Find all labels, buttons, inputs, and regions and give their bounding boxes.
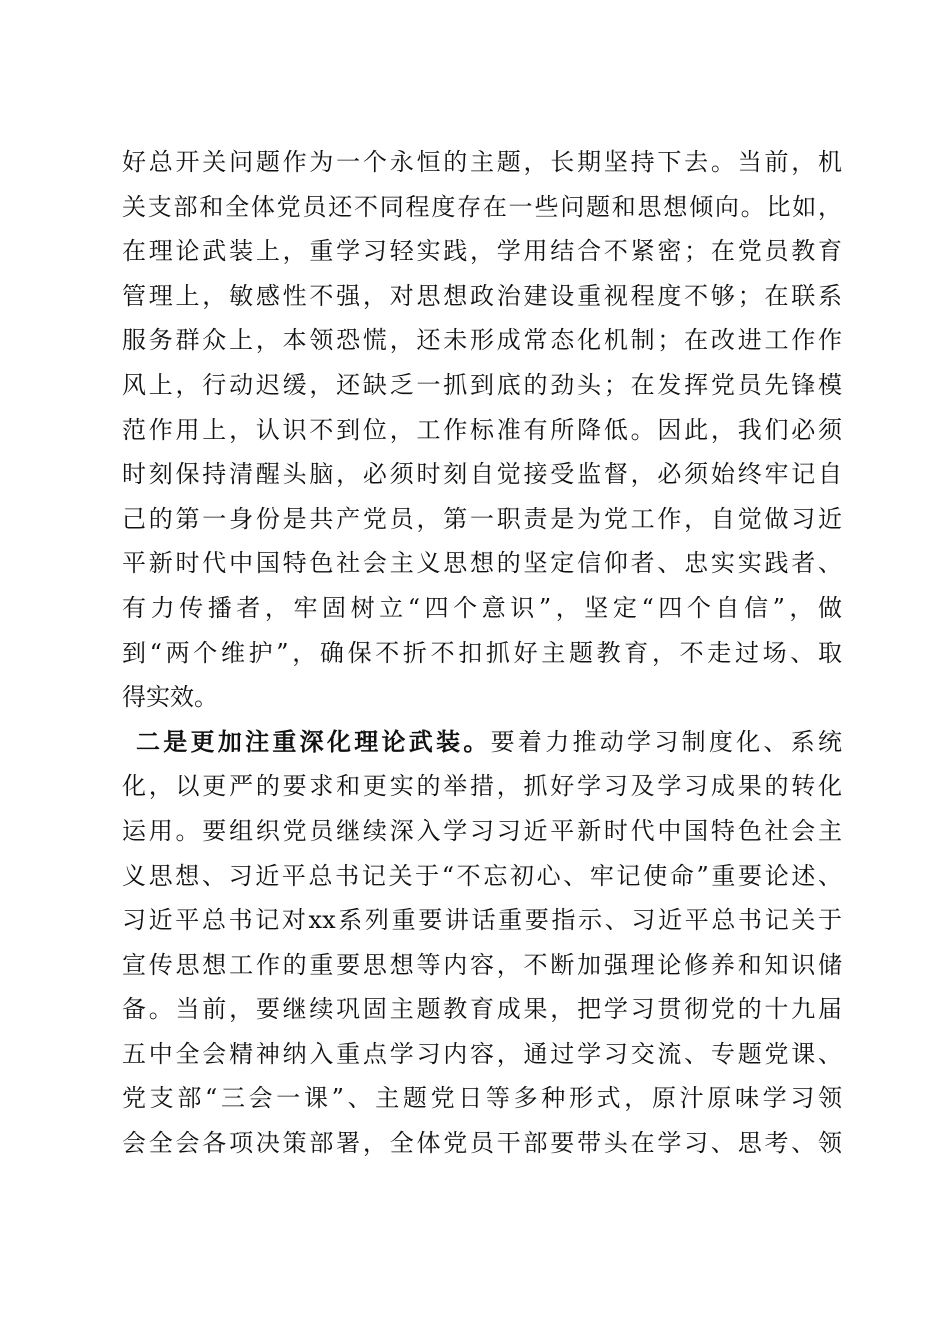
text-line: 五中全会精神纳入重点学习内容，通过学习交流、专题党课、 [122, 1039, 842, 1068]
text-line: 到“两个维护”，确保不折不扣抓好主题教育，不走过场、取 [122, 638, 842, 667]
text-span: 要着力推动学习制度化、系统 [490, 727, 842, 756]
text-line: 会全会各项决策部署，全体党员干部要带头在学习、思考、领 [122, 1129, 842, 1158]
text-line: 时刻保持清醒头脑，必须时刻自觉接受监督，必须始终牢记自 [122, 460, 842, 489]
text-line: 己的第一身份是共产党员，第一职责是为党工作，自觉做习近 [122, 504, 842, 533]
text-line: 宣传思想工作的重要思想等内容，不断加强理论修养和知识储 [122, 950, 842, 979]
body-text [122, 140, 842, 1166]
text-line: 党支部“三会一课”、主题党日等多种形式，原汁原味学习领 [122, 1084, 842, 1113]
text-line: 服务群众上，本领恐慌，还未形成常态化机制；在改进工作作 [122, 326, 842, 355]
text-line: 备。当前，要继续巩固主题教育成果，把学习贯彻党的十九届 [122, 995, 842, 1024]
paragraph-2-first-line [122, 720, 842, 765]
paragraph-1 [122, 140, 842, 720]
text-line: 有力传播者，牢固树立“四个意识”，坚定“四个自信”，做 [122, 593, 842, 622]
text-line: 习近平总书记对xx系列重要讲话重要指示、习近平总书记关于 [122, 906, 842, 935]
text-line: 范作用上，认识不到位，工作标准有所降低。因此，我们必须 [122, 415, 842, 444]
text-line: 平新时代中国特色社会主义思想的坚定信仰者、忠实实践者、 [122, 549, 842, 578]
paragraph-2 [122, 720, 842, 1166]
text-line: 关支部和全体党员还不同程度存在一些问题和思想倾向。比如， [122, 192, 842, 221]
text-line: 运用。要组织党员继续深入学习习近平新时代中国特色社会主 [122, 816, 842, 845]
text-line: 风上，行动迟缓，还缺乏一抓到底的劲头；在发挥党员先锋模 [122, 370, 842, 399]
text-line: 好总开关问题作为一个永恒的主题，长期坚持下去。当前，机 [122, 148, 842, 176]
text-line: 管理上，敏感性不强，对思想政治建设重视程度不够；在联系 [122, 281, 842, 310]
text-line: 得实效。 [122, 683, 218, 712]
paragraph-heading: 二是更加注重深化理论武装。 [136, 726, 491, 756]
text-line: 在理论武装上，重学习轻实践，学用结合不紧密；在党员教育 [122, 237, 842, 266]
text-line: 化，以更严的要求和更实的举措，抓好学习及学习成果的转化 [122, 772, 842, 801]
text-line: 义思想、习近平总书记关于“不忘初心、牢记使命”重要论述、 [122, 861, 842, 890]
